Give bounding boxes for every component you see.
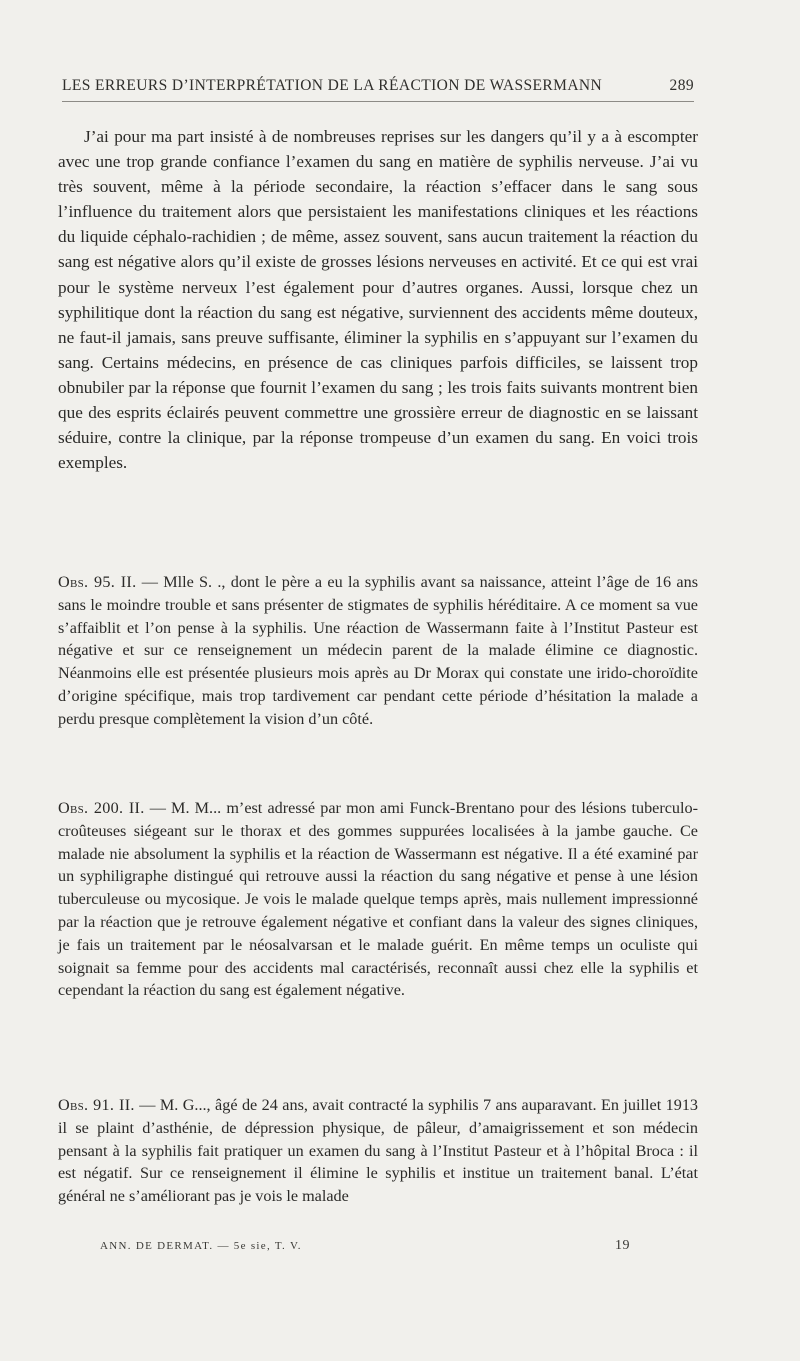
observation-95: [58, 571, 698, 731]
signature-mark: ANN. DE DERMAT. — 5e sie, T. V.: [100, 1240, 302, 1252]
observation-91: [58, 1094, 698, 1208]
observation-label: Obs. 200. II.: [58, 799, 145, 817]
running-header: [62, 77, 694, 95]
observation-paragraph: [58, 1094, 698, 1208]
intro-paragraph: J’ai pour ma part insisté à de nombreuses reprises sur les dangers qu’il y a à escompter avec une trop grande confiance l’examen du sang en matière de syphilis nerveuse. J’ai vu très souvent, même à la période secondaire, la réaction s’effacer dans le sang sous l’influence du traitement alors que persistaient les manifestations cliniques et les réactions du liquide céphalo-rachidien ; de même, assez souvent, sans aucun traitement la réaction du sang est négative alors qu’il existe de grosses lésions nerveuses en activité. Et ce qui est vrai pour le système nerveux l’est également pour d’autres organes. Aussi, lorsque chez un syphilitique dont la réaction du sang est négative, surviennent des accidents même douteux, ne faut-il jamais, sans preuve suffisante, éliminer la syphilis en s’appuyant sur l’examen du sang. Certains médecins, en présence de cas cliniques parfois difficiles, se laissent trop obnubiler par la réponse que fournit l’examen du sang ; les trois faits suivants montrent bien que des esprits éclairés peuvent commettre une grossière erreur de diagnostic en se laissant séduire, contre la clinique, par la réponse trompeuse d’un examen du sang. En voici trois exemples.: [58, 127, 698, 473]
observation-text: — M. G..., âgé de 24 ans, avait contracté la syphilis 7 ans auparavant. En juillet 1913 il se plaint d’asthénie, de dépression physique, de pâleur, d’amaigrissement et son médecin pensant à la syphilis fait pratiquer un examen du sang à l’Institut Pasteur et à l’hôpital Broca : il est négatif. Sur ce renseignement il élimine le syphilis et institue un traitement banal. L’état général ne s’améliorant pas je vois le malade: [58, 1096, 699, 1206]
observation-paragraph: [58, 571, 698, 731]
page-footer: [100, 1238, 630, 1254]
observation-text: — Mlle S. ., dont le père a eu la syphilis avant sa naissance, atteint l’âge de 16 ans sans le moindre trouble et sans présenter de stigmates de syphilis héréditaire. A ce moment sa vue s’affaiblit et l’on pense à la syphilis. Une réaction de Wassermann faite à l’Institut Pasteur est négative et sur ce renseignement un médecin parent de la malade élimine ce diagnostic. Néanmoins elle est présentée plusieurs mois après au Dr Morax qui constate une irido-choroïdite d’origine spécifique, mais trop tardivement car pendant cette période d’hésitation la malade a perdu presque complètement la vision d’un côté.: [58, 573, 699, 728]
observation-paragraph: [58, 797, 698, 1002]
observation-label: Obs. 91. II.: [58, 1096, 135, 1114]
intro-section: [58, 124, 698, 475]
running-title: LES ERREURS D’INTERPRÉTATION DE LA RÉACTION DE WASSERMANN: [62, 77, 603, 94]
sheet-folio: 19: [615, 1238, 630, 1253]
observation-label: Obs. 95. II.: [58, 573, 137, 591]
page-number: 289: [669, 77, 694, 94]
observation-200: [58, 797, 698, 1002]
observation-text: — M. M... m’est adressé par mon ami Funck-Brentano pour des lésions tuberculo-croûteuses siégeant sur le thorax et des gommes suppurées localisées à la jambe gauche. Ce malade nie absolument la syphilis et la réaction de Wassermann est négative. Il a été examiné par un syphiligraphe distingué qui retrouve aussi la réaction du sang négative et pense à une lésion tuberculeuse ou mycosique. Je vois le malade quelque temps après, mais nullement impressionné par la réaction que je retrouve également négative et confiant dans la valeur des signes cliniques, je fais un traitement par le néosalvarsan et le malade guérit. En même temps un oculiste qui soignait sa femme pour des accidents mal caractérisés, reconnaît aussi chez elle la syphilis et cependant la réaction du sang est également négative.: [58, 799, 698, 1000]
header-rule: [62, 101, 694, 102]
